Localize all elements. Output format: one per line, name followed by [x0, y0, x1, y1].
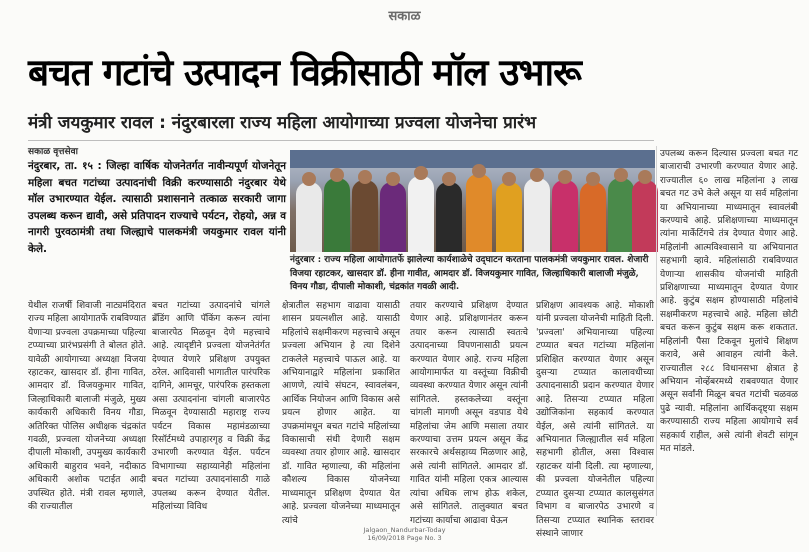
footer-date-page: 16/09/2018 Page No. 3	[367, 534, 442, 542]
photo-person	[296, 182, 322, 252]
photo-person	[466, 174, 492, 252]
divider	[28, 140, 654, 141]
body-column-2: बचत गटांच्या उत्पादनांचे चांगले ब्रँडिंग आणि पॅकिंग करून त्यांना बाजारपेठ मिळवून देणे महत्त्वाचे आहे. त्यादृष्टीने प्रज्वला योजनेतंर्गत देण्यात येणारे प्रशिक्षण उपयुक्त ठरेल. आदिवासी भागातील पारंपरिक दागिने, आमचूर, पारंपरिक हस्तकला असा उत्पादनांना चांगली बाजारपेठ मिळवून देण्यासाठी महाराष्ट्र राज्य पर्यटन विकास महामंडळाच्या रिसॉर्टमध्ये उपाहारगृह व विक्री केंद्र उभारणी करण्यात येईल. पर्यटन विभागाच्या सहाय्यानेही महिलांना बचत गटांच्या उत्पादनांसाठी गाळे उपलब्ध करून देण्यात येतील. महिलांच्या विविध	[152, 301, 270, 513]
masthead: सकाळ	[388, 9, 421, 24]
lead-text: जिल्हा वार्षिक योजनेतर्गत नावीन्यपूर्ण योजनेतून महिला बचत गटांच्या उत्पादनांची विक्री करण्यासाठी नंदुरबार येथे मॉल उभारण्यात येईल. त्यासाठी प्रशासनाने तत्काळ सरकारी जागा उपलब्ध करून द्यावी, असे प्रतिपादन राज्याचे पर्यटन, रोहयो, अन्न व नागरी पुरवठामंत्री तथा जिल्ह्याचे पालकमंत्री जयकुमार रावल यांनी केले.	[28, 160, 287, 255]
photo-person-head	[638, 170, 652, 184]
body-column-5: प्रशिक्षण आवश्यक आहे. मोकाशी यांनी प्रज्वला योजनेची माहिती दिली. 'प्रज्वला' अभियानाच्या पहिल्या टप्प्यात बचत गटांच्या महिलांना प्रशिक्षित करण्यात येणार असून दुसऱ्या टप्प्यात कालावधीच्या उत्पादनासाठी प्रदान करण्यात येणार आहे. तिसऱ्या टप्प्यात महिला उद्योजिकांना सहकार्य करण्यात येईल, असे त्यांनी सांगितले. या अभियानात जिल्ह्यातील सर्व महिला सहभागी होतील, असा विश्वास रहाटकर यांनी दिली. त्या म्हणाल्या, की प्रज्वला योजनेतील पहिल्या टप्प्यात दुसऱ्या टप्प्यात कालसुसंगत विभाग व बाजारपेठ उभारणे व तिसऱ्या टप्प्यात स्थानिक स्तरावर संस्थाने जाणार	[536, 301, 654, 539]
subheadline: मंत्री जयकुमार रावल : नंदुरबारला राज्य महिला आयोगाच्या प्रज्वला योजनेचा प्रारंभ	[28, 113, 537, 133]
photo-person	[352, 180, 378, 252]
photo-person	[552, 180, 578, 252]
photo-person-head	[502, 172, 516, 186]
photo-person	[580, 182, 606, 252]
dateline: नंदुरबार, ता. १५ :	[28, 160, 102, 172]
body-column-6: उपलब्ध करून दिल्यास प्रज्वला बचत गट बाजाराची उभारणी करण्यात येणार आहे. राज्यातील ६० लाख महिलांना ३ लाख बचत गट उभे केले असून या सर्व महिलांना या अभियानाच्या माध्यमातून स्वावलंबी करण्याचे आहे. प्रशिक्षणाच्या माध्यमातून त्यांना मार्केटिंगचे तंत्र देण्यात येणार आहे. महिलांनी आत्मविश्वासाने या अभियानात सहभागी व्हावे. महिलांसाठी राबविण्यात येणाऱ्या शासकीय योजनांची माहिती प्रशिक्षणाच्या माध्यमातून देण्यात येणार आहे. कुटुंब सक्षम होण्यासाठी महिलांचे सक्षमीकरण महत्त्वाचे आहे. महिला छोटी बचत करून कुटुंब सक्षम करू शकतात. महिलांनी पैसा टिकवून मुलांचे शिक्षण करावे, असे आवाहन त्यांनी केले. राज्यातील २८८ विधानसभा क्षेत्रात हे अभियान नोव्हेंबरमध्ये राबवण्यात येणार असून सर्वांनी मिळून बचत गटांची चळवळ पुढे न्यावी. महिलांना आर्थिकदृष्ट्या सक्षम करण्यासाठी राज्य महिला आयोगाचे सर्व सहकार्य राहील, असे त्यांनी शेवटी सांगून मत मांडले.	[660, 149, 798, 454]
lead-paragraph	[28, 158, 286, 257]
photo-person	[632, 180, 658, 252]
photo-person-head	[558, 170, 572, 184]
photo-person-head	[586, 172, 600, 186]
body-column-3: क्षेत्रातील सहभाग वाढावा यासाठी शासन प्रयत्नशील आहे. यासाठी महिलांचे सक्षमीकरण महत्त्वाचे असून प्रज्वला अभियान हे त्या दिशेने टाकलेले महत्त्वाचे पाऊल आहे. या अभियानाद्वारे महिलांना प्रकाशित आणणे, त्यांचे संघटन, स्वावलंबन, आर्थिक नियोजन आणि विकास असे प्रयत्न होणार आहेत. या उपक्रमांमधून बचत गटांचे महिलांच्या विकासाची संधी देणारी सक्षम व्यवस्था तयार होणार आहे. खासदार डॉ. गावित म्हणाल्या, की महिलांना कौशल्य विकास योजनेच्या माध्यमातून प्रशिक्षण देण्यात येत आहे. प्रज्वला योजनेच्या माध्यमातून त्यांचे	[282, 301, 400, 526]
photo-person	[496, 182, 522, 252]
photo-person-head	[414, 166, 428, 180]
photo-person	[436, 182, 462, 252]
photo-person-head	[442, 172, 456, 186]
photo-person	[524, 178, 550, 252]
photo-caption: नंदुरबार : राज्य महिला आयोगातर्फे झालेल्या कार्यशाळेचे उद्‌घाटन करताना पालकमंत्री जयकुमार रावल. शेजारी विजया रहाटकर, खासदार डॉ. हीना गावीत, आमदार डॉ. विजयकुमार गावित, जिल्हाधिकारी बालाजी मंजुळे, विनय गौडा, दीपाली मोकाशी, चंद्रकांत गवळी आदी.	[290, 255, 649, 292]
photo-person-head	[386, 172, 400, 186]
photo-person	[608, 178, 634, 252]
event-photo	[290, 150, 655, 252]
photo-person	[324, 178, 350, 252]
photo-person	[380, 182, 406, 252]
photo-person-head	[472, 164, 486, 178]
footer	[0, 526, 809, 542]
stage-banner	[290, 150, 655, 168]
photo-person-head	[358, 170, 372, 184]
body-column-1: येथील राजर्षी शिवाजी नाट्यमंदिरात राज्य महिला आयोगातर्फे राबविण्यात येणाऱ्या प्रज्वला उपक्रमाच्या पहिल्या टप्प्याच्या प्रारंभप्रसंगी ते बोलत होते. यावेळी आयोगाच्या अध्यक्षा विजया रहाटकर, खासदार डॉ. हीना गावित, आमदार डॉ. विजयकुमार गावित, जिल्हाधिकारी बालाजी मंजुळे, मुख्य कार्यकारी अधिकारी विनय गौडा, अतिरिक्त पोलिस अधीक्षक चंद्रकांत गवळी, प्रज्वला योजनेच्या अध्यक्षा दीपाली मोकाशी, उपमुख्य कार्यकारी अधिकारी बाहुराव भवने, नदीकाठ अधिकारी अशोक पटाईत आदी उपस्थित होते. मंत्री रावल म्हणाले, की राज्यातील	[28, 301, 146, 513]
photo-person-head	[302, 172, 316, 186]
column-divider	[656, 146, 657, 516]
byline: सकाळ वृत्तसेवा	[28, 147, 78, 157]
footer-edition: Jalgaon_Nandurbar-Today	[363, 526, 446, 534]
photo-person-head	[530, 168, 544, 182]
photo-person-head	[614, 168, 628, 182]
photo-person	[408, 176, 434, 252]
body-column-4: तयार करण्याचे प्रशिक्षण देण्यात येणार आहे. प्रशिक्षणानंतर करून तयार करून त्यासाठी स्वतःचे उत्पादनाच्या विपणनासाठी प्रयत्न करण्यात येणार आहे. राज्य महिला आयोगामार्फत या वस्तूंच्या विक्रीची व्यवस्था करण्यात येणार असून त्यांनी सांगितले. हस्तकलेच्या वस्तूंना चांगली मागणी असून वडपाड येथे महिलांचा जेम आणि मसाला तयार करण्याचा उत्तम प्रयत्न असून केंद्र सरकारचे अर्थसहाय्य मिळणार आहे, असे त्यांनी सांगितले. आमदार डॉ. गावित यांनी महिला एकत्र आल्यास त्यांचा अधिक लाभ होऊ शकेल, असे सांगितले. तालुक्यात बचत गटांच्या कार्याचा आढावा घेऊन	[410, 301, 528, 526]
headline: बचत गटांचे उत्पादन विक्रीसाठी मॉल उभारू	[28, 51, 581, 94]
photo-person-head	[330, 168, 344, 182]
